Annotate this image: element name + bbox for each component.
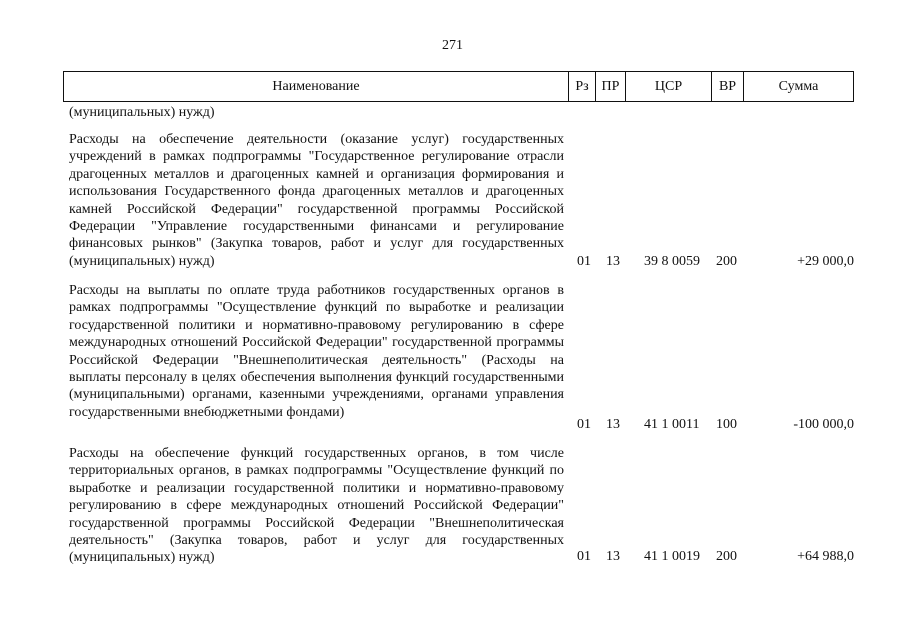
header-rz: Рз xyxy=(568,72,595,101)
row-vr: 200 xyxy=(716,549,737,564)
row-rz: 01 xyxy=(577,254,591,269)
row-vr: 200 xyxy=(716,254,737,269)
row-csr: 41 1 0019 xyxy=(644,549,700,564)
header-pr: ПР xyxy=(595,72,625,101)
row-rz: 01 xyxy=(577,549,591,564)
row-name: Расходы на обеспечение функций государственных органов, в том числе территориальных органов, в рамках подпрограммы "Осуществление функций по выработке и реализации государственной политики и нормативно-правовому регулированию в сфере международных отношений Российской Федерации" государственной программы Российской Федерации "Внешнеполитическая деятельность" (Закупка товаров, работ и услуг для государственных (муниципальных) нужд) xyxy=(69,446,564,566)
row-name: Расходы на обеспечение деятельности (оказание услуг) государственных учреждений в рамках подпрограммы "Государственное регулирование отрасли драгоценных металлов и драгоценных камней и организация формирования и использования Государственного фонда драгоценных металлов и драгоценных камней Российской Федерации" государственной программы Российской Федерации "Управление государственными финансами и регулирование финансовых рынков" (Закупка товаров, работ и услуг для государственных (муниципальных) нужд) xyxy=(69,132,564,269)
row-csr: 39 8 0059 xyxy=(644,254,700,269)
row-sum: +64 988,0 xyxy=(797,549,854,564)
row-csr: 41 1 0011 xyxy=(644,417,700,432)
table-header xyxy=(63,71,854,102)
row-name: Расходы на выплаты по оплате труда работников государственных органов в рамках подпрограммы "Осуществление функций по выработке и реализации государственной политики и нормативно-правовому регулированию в сфере международных отношений Российской Федерации" государственной программы Российской Федерации "Внешнеполитическая деятельность" (Расходы на выплаты персоналу в целях обеспечения выполнения функций государственными (муниципальными) органами, казенными учреждениями, органами управления государственными внебюджетными фондами) xyxy=(69,283,564,420)
table-row-values xyxy=(0,253,905,270)
header-csr: ЦСР xyxy=(625,72,711,101)
row-sum: -100 000,0 xyxy=(793,417,854,432)
row-rz: 01 xyxy=(577,417,591,432)
table-row-values xyxy=(0,548,905,565)
row-sum: +29 000,0 xyxy=(797,254,854,269)
page-number: 271 xyxy=(442,38,463,53)
table-row-values xyxy=(0,416,905,433)
row-pr: 13 xyxy=(606,549,620,564)
header-name: Наименование xyxy=(272,79,360,94)
continuation-text: (муниципальных) нужд) xyxy=(69,105,215,120)
header-sum: Сумма xyxy=(743,72,853,101)
row-pr: 13 xyxy=(606,417,620,432)
header-vr: ВР xyxy=(711,72,743,101)
row-pr: 13 xyxy=(606,254,620,269)
row-vr: 100 xyxy=(716,417,737,432)
